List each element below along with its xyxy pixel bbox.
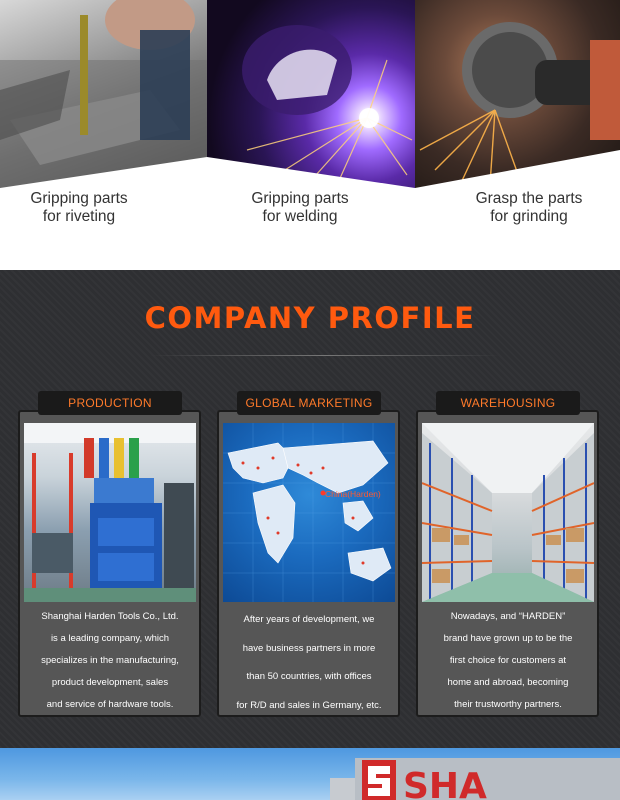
section-title: COMPANY PROFILE xyxy=(144,301,476,335)
production-text-line: Shanghai Harden Tools Co., Ltd. xyxy=(41,611,179,622)
warehousing-card xyxy=(416,410,599,717)
world-map xyxy=(223,423,395,602)
grinding-caption-line1: Grasp the parts xyxy=(475,190,583,207)
company-profile-section xyxy=(0,270,620,748)
warehousing-text xyxy=(424,606,592,716)
building-sign-photo xyxy=(0,748,620,800)
tab-warehousing: WAREHOUSING xyxy=(436,391,580,415)
welding-caption xyxy=(215,190,385,226)
grinding-caption xyxy=(444,190,614,226)
production-text-line: is a leading company, which xyxy=(50,633,170,644)
production-text-line: specializes in the manufacturing, xyxy=(41,655,179,666)
welding-caption-line2: for welding xyxy=(262,208,338,225)
production-card xyxy=(18,410,201,717)
warehousing-text-line: their trustworthy partners. xyxy=(454,699,562,710)
tab-production: PRODUCTION xyxy=(38,391,182,415)
global-marketing-text-line: for R/D and sales in Germany, etc. xyxy=(236,699,382,711)
global-marketing-text-line: than 50 countries, with offices xyxy=(246,671,372,682)
applications-strip xyxy=(0,0,620,270)
tab-global-marketing: GLOBAL MARKETING xyxy=(237,391,381,415)
warehousing-text-line: brand have grown up to be the xyxy=(443,633,573,644)
warehousing-text-line: Nowadays, and “HARDEN” xyxy=(450,611,566,622)
production-text xyxy=(26,606,194,716)
grinding-caption-line2: for grinding xyxy=(490,208,568,225)
factory-photo xyxy=(24,423,196,602)
riveting-caption-line1: Gripping parts xyxy=(30,190,128,207)
welding-caption-line1: Gripping parts xyxy=(251,190,349,207)
warehousing-text-line: first choice for customers at xyxy=(449,655,567,666)
sign-letters: SHA xyxy=(403,766,487,800)
global-marketing-text xyxy=(225,606,393,720)
global-marketing-text-line: After years of development, we xyxy=(243,614,375,625)
production-text-line: product development, sales xyxy=(51,677,169,688)
warehouse-photo xyxy=(422,423,594,602)
title-divider xyxy=(150,355,500,356)
riveting-caption-line2: for riveting xyxy=(42,208,116,225)
china-harden-label: China(Harden) xyxy=(325,489,381,499)
global-marketing-text-line: have business partners in more xyxy=(242,642,376,654)
riveting-caption xyxy=(0,190,164,226)
warehousing-text-line: home and abroad, becoming xyxy=(447,677,569,688)
global-marketing-card xyxy=(217,410,400,717)
production-text-line: and service of hardware tools. xyxy=(46,699,174,710)
